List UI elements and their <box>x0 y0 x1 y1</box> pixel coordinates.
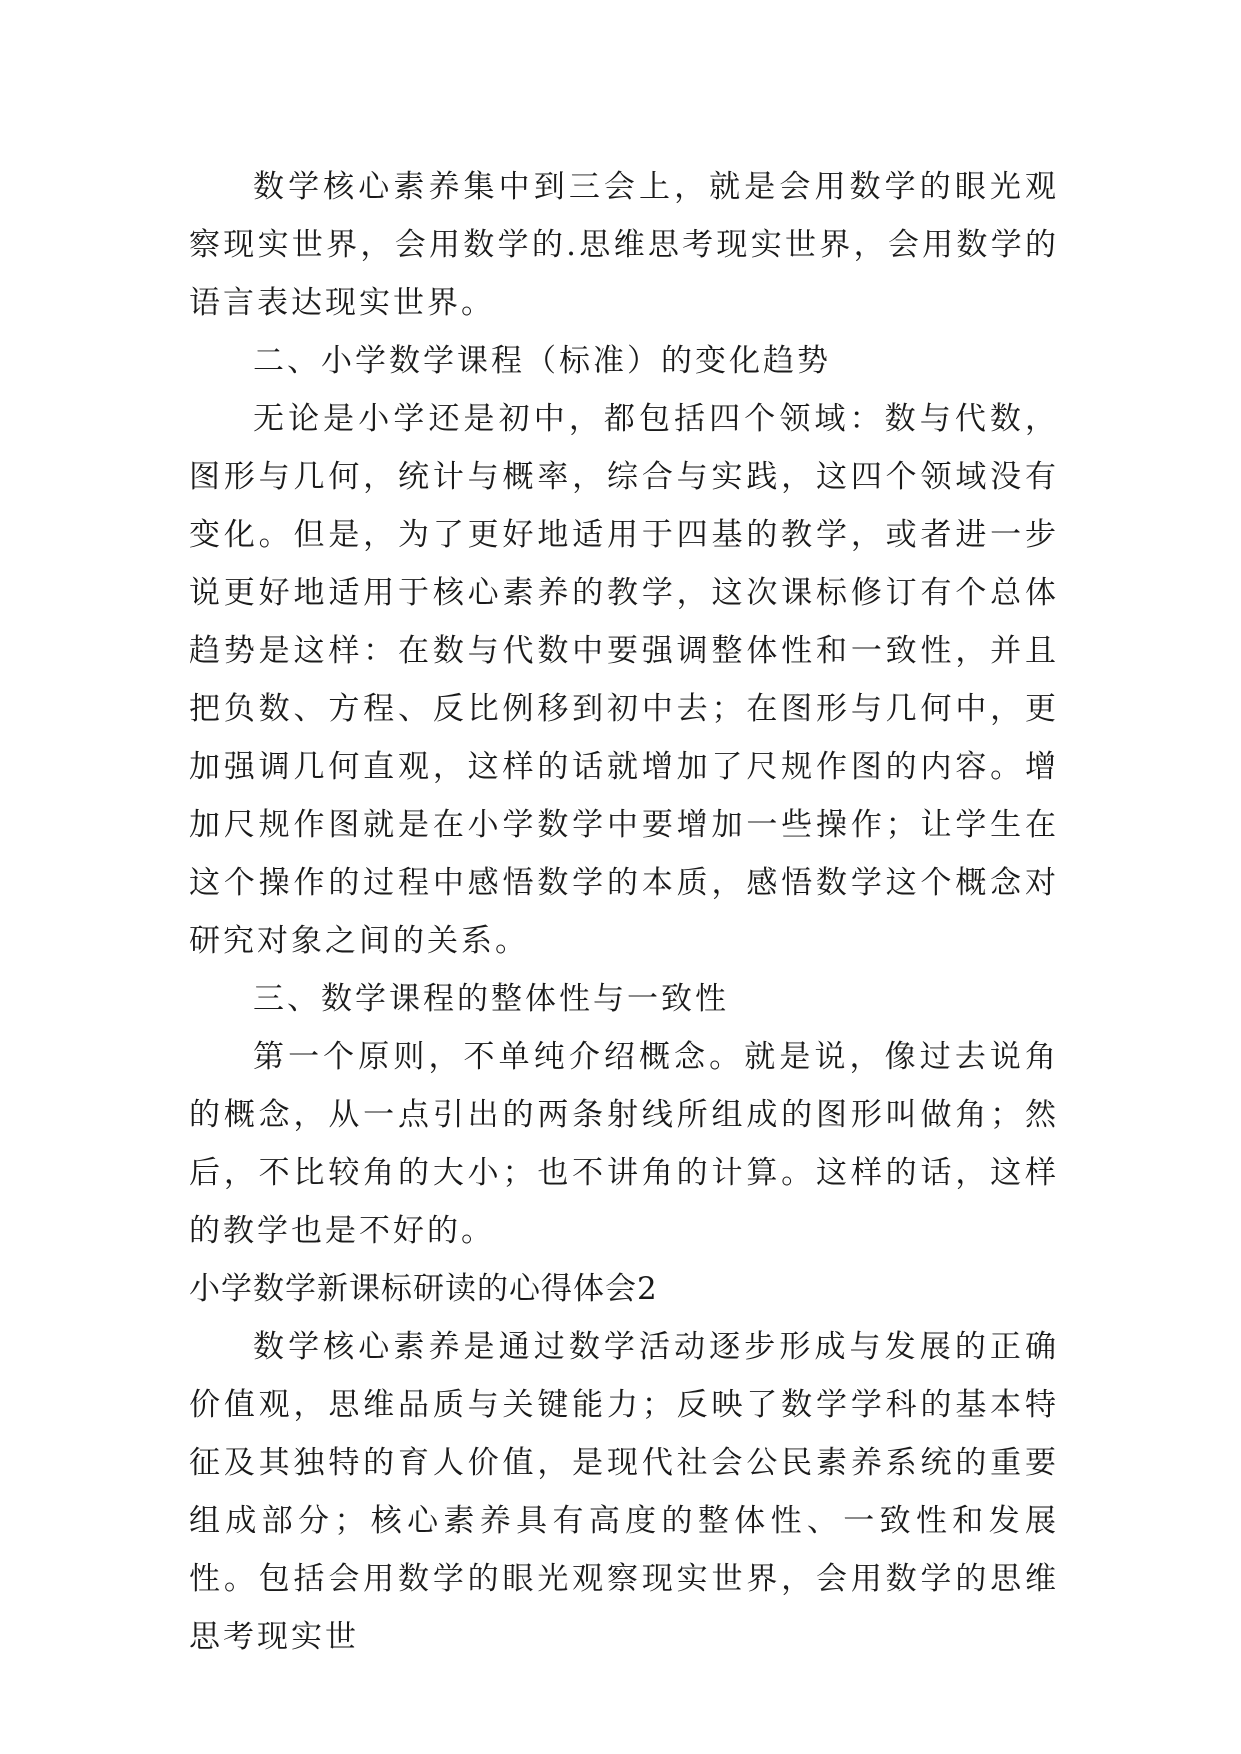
document-body <box>189 158 1059 1666</box>
essay-title-2: 小学数学新课标研读的心得体会2 <box>189 1271 658 1307</box>
paragraph-core-competency-definition: 数学核心素养是通过数学活动逐步形成与发展的正确价值观，思维品质与关键能力；反映了数学学科的基本特征及其独特的育人价值，是现代社会公民素养系统的重要组成部分；核心素养具有高度的整体性、一致性和发展性。包括会用数学的眼光观察现实世界，会用数学的思维思考现实世 <box>189 1329 1059 1655</box>
section-heading-curriculum-trends: 二、小学数学课程（标准）的变化趋势 <box>253 343 831 379</box>
paragraph-four-domains: 无论是小学还是初中，都包括四个领域：数与代数，图形与几何，统计与概率，综合与实践，这四个领域没有变化。但是，为了更好地适用于四基的教学，或者进一步说更好地适用于核心素养的教学，这次课标修订有个总体趋势是这样：在数与代数中要强调整体性和一致性，并且把负数、方程、反比例移到初中去；在图形与几何中，更加强调几何直观，这样的话就增加了尺规作图的内容。增加尺规作图就是在小学数学中要增加一些操作；让学生在这个操作的过程中感悟数学的本质，感悟数学这个概念对研究对象之间的关系。 <box>189 401 1059 959</box>
paragraph-first-principle: 第一个原则，不单纯介绍概念。就是说，像过去说角的概念，从一点引出的两条射线所组成的图形叫做角；然后，不比较角的大小；也不讲角的计算。这样的话，这样的教学也是不好的。 <box>189 1039 1059 1249</box>
section-heading-integrity-consistency: 三、数学课程的整体性与一致性 <box>253 981 729 1017</box>
paragraph-three-competencies: 数学核心素养集中到三会上，就是会用数学的眼光观察现实世界，会用数学的.思维思考现实世界，会用数学的语言表达现实世界。 <box>189 169 1059 321</box>
